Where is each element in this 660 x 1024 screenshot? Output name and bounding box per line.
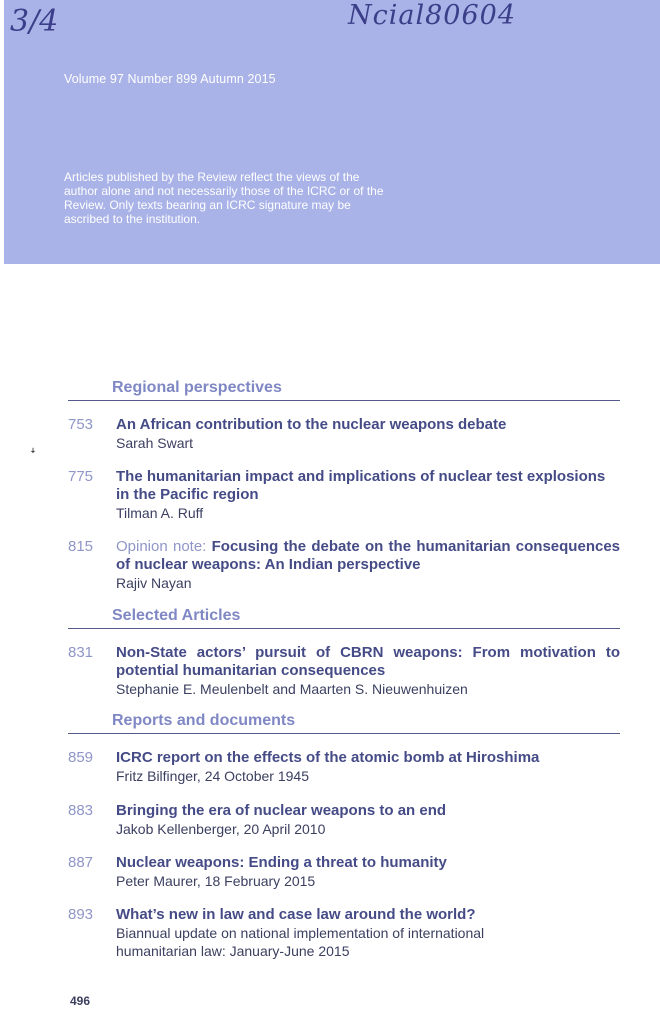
- page-number: 887: [68, 854, 94, 871]
- article-title: Bringing the era of nuclear weapons to an end: [116, 802, 447, 819]
- page-number: 859: [68, 749, 94, 766]
- toc-entry: [68, 538, 620, 592]
- section-title: Selected Articles: [112, 607, 241, 624]
- page-number: 815: [68, 538, 94, 555]
- article-title: An African contribution to the nuclear weapons debate: [116, 416, 507, 433]
- margin-mark: ꜜ: [30, 448, 36, 462]
- section-heading-selected: [68, 607, 620, 629]
- page-folio: 496: [70, 994, 91, 1008]
- page-number: 883: [68, 802, 94, 819]
- handwritten-catalog-number: Ncial80604: [348, 0, 517, 31]
- article-title: Focusing the debate on the humanitarian consequences of nuclear weapons: An Indian perspective: [116, 538, 621, 573]
- section-heading-reports: [68, 712, 620, 734]
- article-author: Fritz Bilfinger, 24 October 1945: [116, 768, 309, 784]
- section-title: Regional perspectives: [112, 379, 282, 396]
- article-title: ICRC report on the effects of the atomic bomb at Hiroshima: [116, 749, 540, 766]
- toc-entry: [68, 644, 620, 698]
- article-author: Jakob Kellenberger, 20 April 2010: [116, 821, 326, 837]
- opinion-note-label: Opinion note:: [116, 538, 207, 555]
- article-title: What’s new in law and case law around the world?: [116, 906, 476, 923]
- toc-entry: [68, 468, 620, 522]
- toc-entry: [68, 749, 620, 785]
- volume-line: Volume 97 Number 899 Autumn 2015: [64, 72, 276, 86]
- article-title: Non-State actors’ pursuit of CBRN weapons: From motivation to potential humanitarian consequences: [116, 644, 620, 679]
- page-number: 775: [68, 468, 94, 485]
- page-number: 753: [68, 416, 94, 433]
- article-author: Peter Maurer, 18 February 2015: [116, 873, 316, 889]
- section-heading-regional: [68, 379, 620, 401]
- disclaimer-text: Articles published by the Review reflect the views of the author alone and not necessarily those of the ICRC or of the Review. Only texts bearing an ICRC signature may be ascribed to the institution.: [64, 170, 384, 226]
- section-title: Reports and documents: [112, 712, 296, 729]
- page-number: 831: [68, 644, 94, 661]
- article-title: Nuclear weapons: Ending a threat to humanity: [116, 854, 447, 871]
- article-author: Biannual update on national implementation of international humanitarian law: January-June 2015: [116, 925, 485, 959]
- article-title: The humanitarian impact and implications of nuclear test explosions in the Pacific region: [116, 468, 606, 503]
- toc-entry: [68, 802, 620, 838]
- article-title-line: [116, 538, 620, 574]
- article-author: Rajiv Nayan: [116, 575, 192, 591]
- toc-entry: [68, 906, 620, 960]
- page-number: 893: [68, 906, 94, 923]
- toc-entry: [68, 854, 620, 890]
- article-author: Stephanie E. Meulenbelt and Maarten S. Nieuwenhuizen: [116, 681, 468, 697]
- handwritten-shelf-mark: 3/4: [10, 4, 59, 39]
- article-author: Sarah Swart: [116, 435, 194, 451]
- toc-entry: [68, 416, 620, 452]
- article-author: Tilman A. Ruff: [116, 505, 204, 521]
